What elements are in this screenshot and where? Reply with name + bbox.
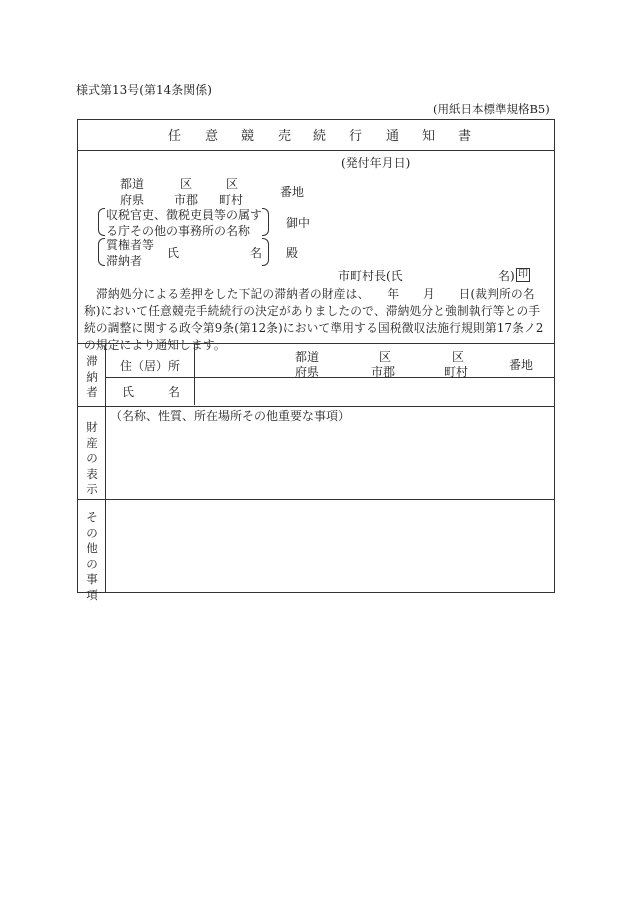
title-divider bbox=[78, 150, 554, 151]
person-honorific: 殿 bbox=[286, 246, 299, 260]
sender-label: 市町村長(氏 bbox=[338, 269, 403, 283]
person-shi: 氏 bbox=[167, 246, 180, 260]
address-shigun: 市郡 bbox=[174, 193, 199, 207]
delinquent-divider bbox=[78, 406, 554, 407]
notice-body-text: 滞納処分による差押をした下記の滞納者の財産は、 年 月 日(裁判所の名称)において任意競売手続続行の決定がありましたので、滞納処分と強制執行等との手続の調整に関する政令第9条(第12条)において準用する国税徴収法施行規則第17条ノ2の規定により通知します。 bbox=[84, 287, 544, 352]
address-todo-line1: 都道 bbox=[120, 177, 145, 191]
title-char: 通 bbox=[386, 129, 400, 144]
residence-banchi: 番地 bbox=[509, 358, 534, 372]
title-char: 知 bbox=[422, 129, 436, 144]
person-brace-right bbox=[262, 238, 269, 266]
name-mei: 名 bbox=[168, 385, 181, 399]
property-label: 財産の表示 bbox=[86, 420, 98, 496]
seal-box: 印 bbox=[518, 269, 528, 280]
title-char: 行 bbox=[349, 129, 363, 144]
residence-todo-line1: 都道 bbox=[295, 350, 320, 364]
field-label-divider bbox=[194, 343, 195, 405]
person-brace-left bbox=[98, 238, 105, 266]
property-divider bbox=[78, 499, 554, 500]
title-char: 意 bbox=[205, 129, 219, 144]
paper-size-note: (用紙日本標準規格B5) bbox=[433, 102, 550, 116]
address-ku-2: 区 bbox=[226, 177, 239, 191]
residence-choson: 町村 bbox=[444, 365, 469, 379]
name-shi: 氏 bbox=[122, 385, 135, 399]
address-todo-line2: 府県 bbox=[120, 193, 145, 207]
title-char: 書 bbox=[458, 129, 472, 144]
title-char: 任 bbox=[168, 129, 182, 144]
address-banchi: 番地 bbox=[280, 185, 305, 199]
form-number: 様式第13号(第14条関係) bbox=[76, 83, 212, 97]
office-brace-left bbox=[98, 208, 105, 236]
office-name-line2: る庁その他の事務所の名称 bbox=[106, 224, 251, 238]
person-type-line1: 質権者等 bbox=[106, 238, 155, 252]
other-matters-label: その他の事項 bbox=[86, 510, 98, 602]
office-name-line1: 収税官吏、徴税吏員等の属す bbox=[106, 208, 263, 222]
form-title bbox=[78, 120, 556, 150]
residence-ku-2: 区 bbox=[452, 350, 465, 364]
residence-todo-line2: 府県 bbox=[295, 365, 320, 379]
residence-shigun: 市郡 bbox=[371, 365, 396, 379]
notice-form-frame bbox=[77, 119, 555, 602]
person-type-line2: 滞納者 bbox=[106, 254, 143, 268]
person-mei: 名 bbox=[250, 246, 263, 260]
residence-ku-1: 区 bbox=[379, 350, 392, 364]
title-char: 売 bbox=[278, 129, 292, 144]
body-divider bbox=[78, 343, 554, 344]
address-choson: 町村 bbox=[219, 193, 244, 207]
office-honorific: 御中 bbox=[286, 216, 311, 230]
issue-date: (発付年月日) bbox=[341, 156, 411, 170]
residence-divider bbox=[105, 377, 554, 378]
delinquent-label: 滞納者 bbox=[86, 354, 98, 399]
title-char: 続 bbox=[313, 129, 327, 144]
office-brace-right bbox=[262, 208, 269, 236]
address-ku-1: 区 bbox=[180, 177, 193, 191]
label-column-divider bbox=[105, 343, 106, 592]
property-note: （名称、性質、所在場所その他重要な事項） bbox=[110, 409, 351, 423]
sender-mei: 名) bbox=[498, 269, 515, 283]
residence-label: 住（居）所 bbox=[120, 359, 181, 373]
title-char: 競 bbox=[241, 129, 255, 144]
